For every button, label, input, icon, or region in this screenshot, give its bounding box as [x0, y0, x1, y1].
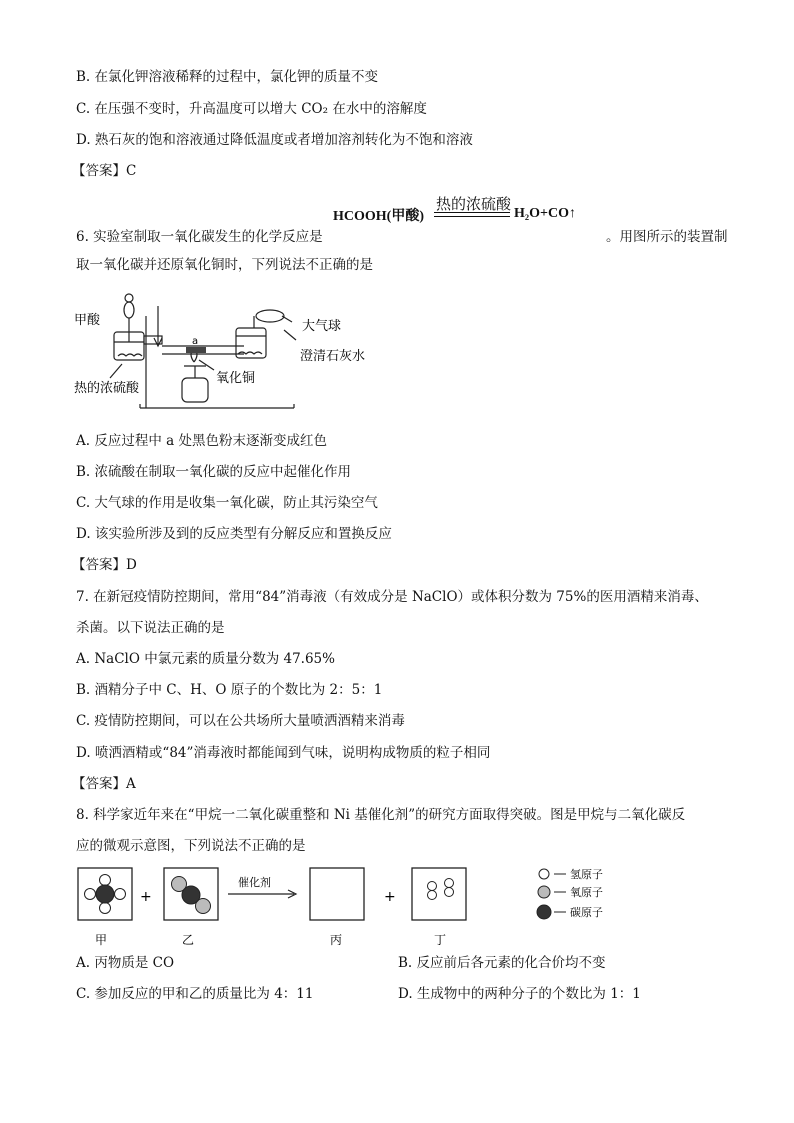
label-formic-acid: 甲酸 [74, 313, 101, 328]
q7-option-d: D. 喷洒酒精或“84”消毒液时都能闻到气味，说明构成物质的粒子相同 [76, 745, 491, 761]
legend-c: 碳原子 [570, 906, 603, 919]
legend-o-symbol [538, 886, 550, 898]
label-balloon: 大气球 [302, 319, 342, 334]
caption-jia: 甲 [95, 933, 108, 947]
q5-option-c: C. 在压强不变时，升高温度可以增大 CO₂ 在水中的溶解度 [76, 101, 427, 117]
q6-option-b: B. 浓硫酸在制取一氧化碳的反应中起催化作用 [76, 464, 352, 480]
caption-bing: 丙 [330, 933, 343, 947]
q8-stem-2: 应的微观示意图，下列说法不正确的是 [76, 838, 306, 854]
equation-equals [434, 212, 510, 217]
legend-h-symbol [539, 869, 549, 879]
caption-yi: 乙 [182, 933, 195, 947]
q7-stem-1: 7. 在新冠疫情防控期间，常用“84”消毒液（有效成分是 NaClO）或体积分数为 75%的医用酒精来消毒、 [76, 589, 708, 605]
q7-option-a: A. NaClO 中氯元素的质量分数为 47.65% [76, 651, 335, 667]
legend-h: 氢原子 [570, 868, 603, 881]
q6-option-d: D. 该实验所涉及到的反应类型有分解反应和置换反应 [76, 526, 392, 542]
q7-stem-2: 杀菌。以下说法正确的是 [76, 620, 225, 636]
q8-option-a: A. 丙物质是 CO [76, 955, 175, 971]
q8-stem-1: 8. 科学家近年来在“甲烷一二氧化碳重整和 Ni 基催化剂”的研究方面取得突破。图是甲烷与二氧化碳反 [76, 807, 686, 823]
label-limewater: 澄清石灰水 [300, 349, 366, 364]
q8-option-c: C. 参加反应的甲和乙的质量比为 4：11 [76, 986, 314, 1002]
q7-answer: 【答案】A [72, 776, 136, 792]
equation-lhs: HCOOH(甲酸) [333, 209, 424, 224]
q7-option-c: C. 疫情防控期间，可以在公共场所大量喷洒酒精来消毒 [76, 713, 405, 729]
plus-2: + [384, 889, 396, 905]
box-ding [412, 868, 466, 920]
q6-option-a: A. 反应过程中 a 处黑色粉末逐渐变成红色 [76, 433, 327, 449]
q8-option-b: B. 反应前后各元素的化合价均不变 [398, 955, 606, 971]
q5-option-d: D. 熟石灰的饱和溶液通过降低温度或者增加溶剂转化为不饱和溶液 [76, 132, 473, 148]
legend-o: 氧原子 [570, 886, 603, 899]
q6-equation [333, 195, 595, 229]
box-bing [310, 868, 364, 920]
label-point-a: a [192, 336, 199, 347]
caption-ding: 丁 [434, 933, 447, 947]
q8-option-d: D. 生成物中的两种分子的个数比为 1：1 [398, 986, 641, 1002]
equation-condition: 热的浓硫酸 [436, 195, 512, 213]
plus-1: + [140, 889, 152, 905]
q6-option-c: C. 大气球的作用是收集一氧化碳，防止其污染空气 [76, 495, 378, 511]
q6-stem-1: 6. 实验室制取一氧化碳发生的化学反应是 [76, 229, 323, 245]
label-copper-oxide: 氧化铜 [216, 371, 256, 386]
equation-rhs: H₂O+CO↑ [514, 206, 576, 221]
q6-stem-2: 取一氧化碳并还原氧化铜时，下列说法不正确的是 [76, 257, 373, 273]
label-catalyst: 催化剂 [238, 876, 271, 889]
methane-reforming-figure [76, 864, 636, 948]
label-hot-sulfuric: 热的浓硫酸 [74, 381, 140, 396]
copper-oxide-powder [186, 347, 206, 353]
q5-answer: 【答案】C [72, 163, 137, 179]
legend-c-symbol [537, 905, 551, 919]
q6-answer: 【答案】D [72, 557, 137, 573]
q6-stem-1-tail: 。用图所示的装置制 [606, 229, 728, 245]
co-apparatus-figure [74, 286, 374, 412]
q7-option-b: B. 酒精分子中 C、H、O 原子的个数比为 2：5：1 [76, 682, 383, 698]
q5-option-b: B. 在氯化钾溶液稀释的过程中，氯化钾的质量不变 [76, 69, 379, 85]
